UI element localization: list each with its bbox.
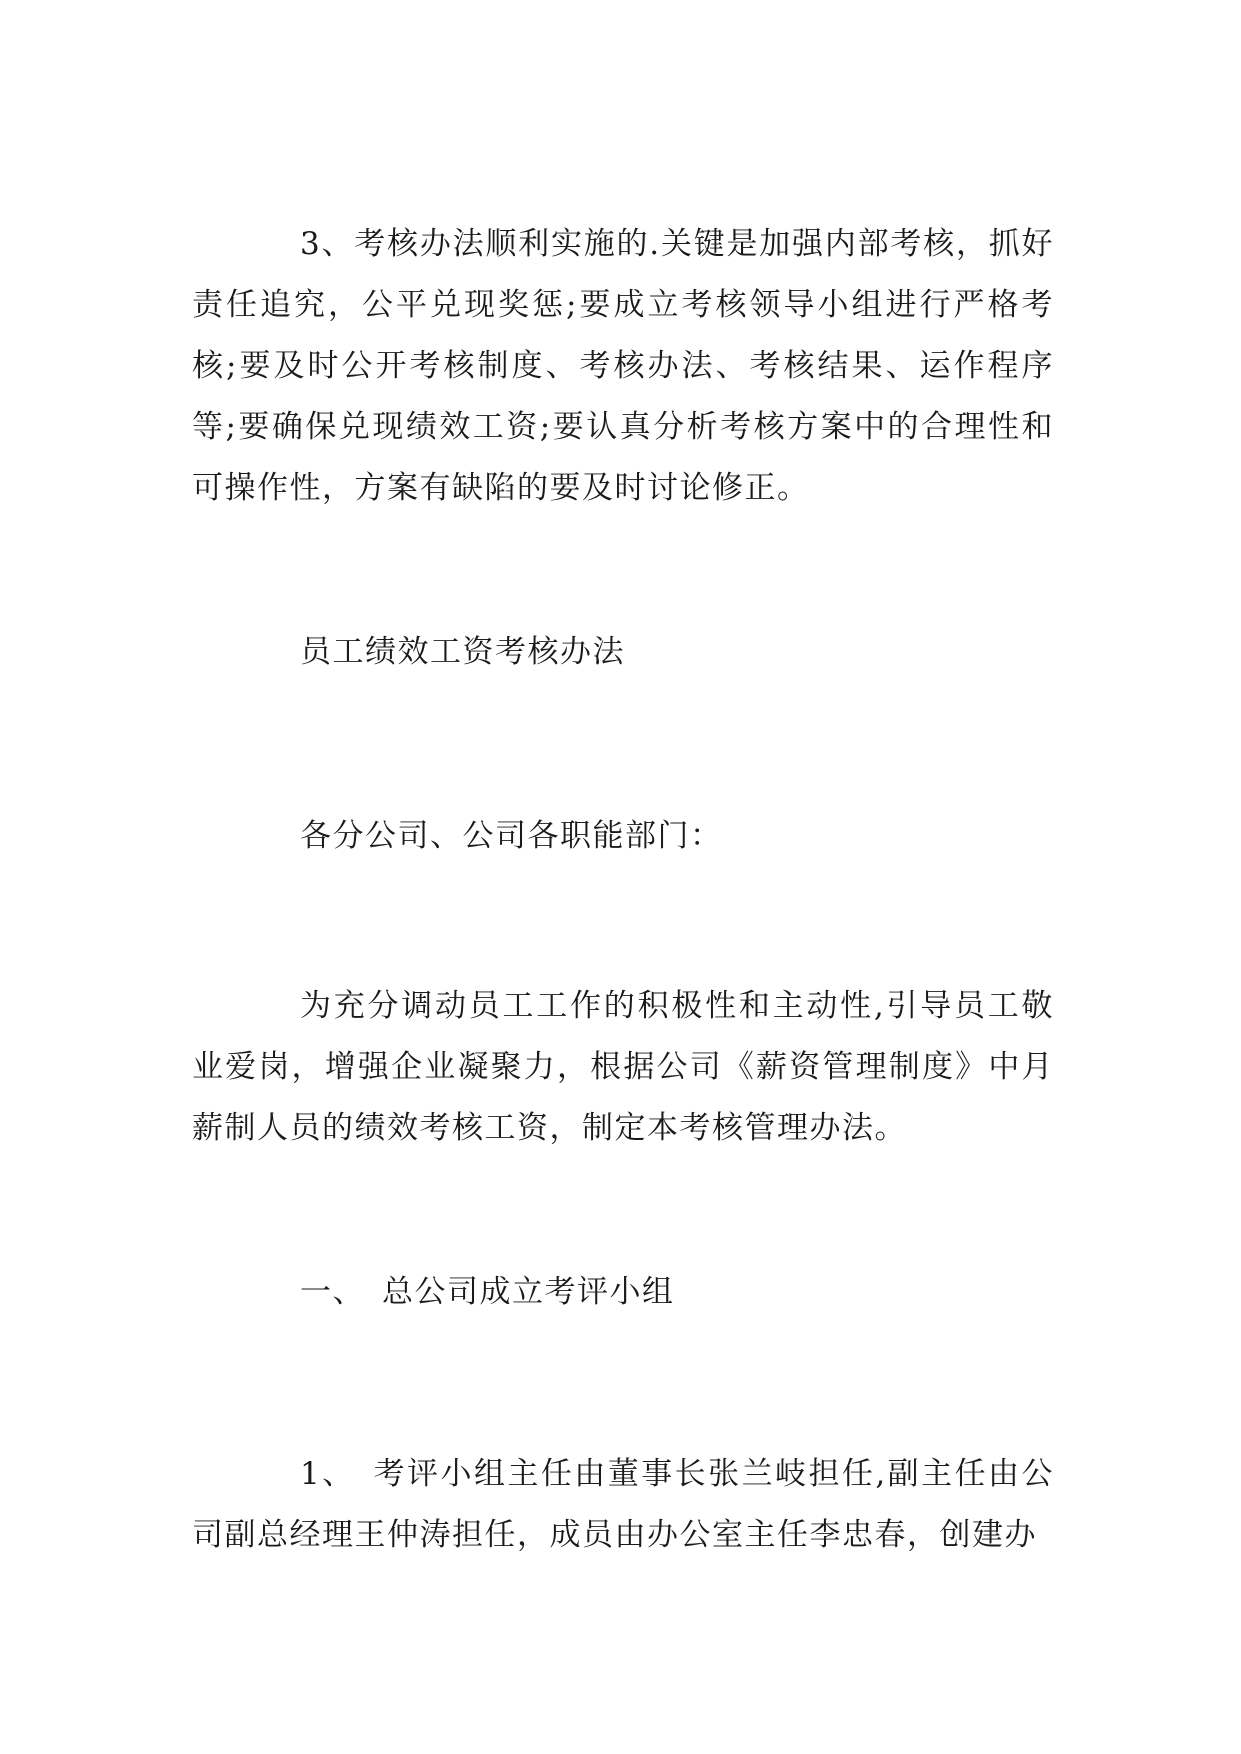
paragraph-purpose: 为充分调动员工工作的积极性和主动性,引导员工敬业爱岗，增强企业凝聚力，根据公司《薪资管理制度》中月薪制人员的绩效考核工资，制定本考核管理办法。 [192,988,1054,1146]
paragraph-assessment-implementation: 3、考核办法顺利实施的.关键是加强内部考核，抓好责任追究，公平兑现奖惩;要成立考核领导小组进行严格考核;要及时公开考核制度、考核办法、考核结果、运作程序等;要确保兑现绩效工资;要认真分析考核方案中的合理性和可操作性，方案有缺陷的要及时讨论修正。 [192,226,1054,506]
document-title: 员工绩效工资考核办法 [300,634,625,670]
paragraph-group-members: 1、 考评小组主任由董事长张兰岐担任,副主任由公司副总经理王仲涛担任，成员由办公室主任李忠春，创建办 [192,1456,1054,1553]
salutation: 各分公司、公司各职能部门： [300,818,723,854]
section-heading-evaluation-group: 一、 总公司成立考评小组 [300,1274,675,1310]
